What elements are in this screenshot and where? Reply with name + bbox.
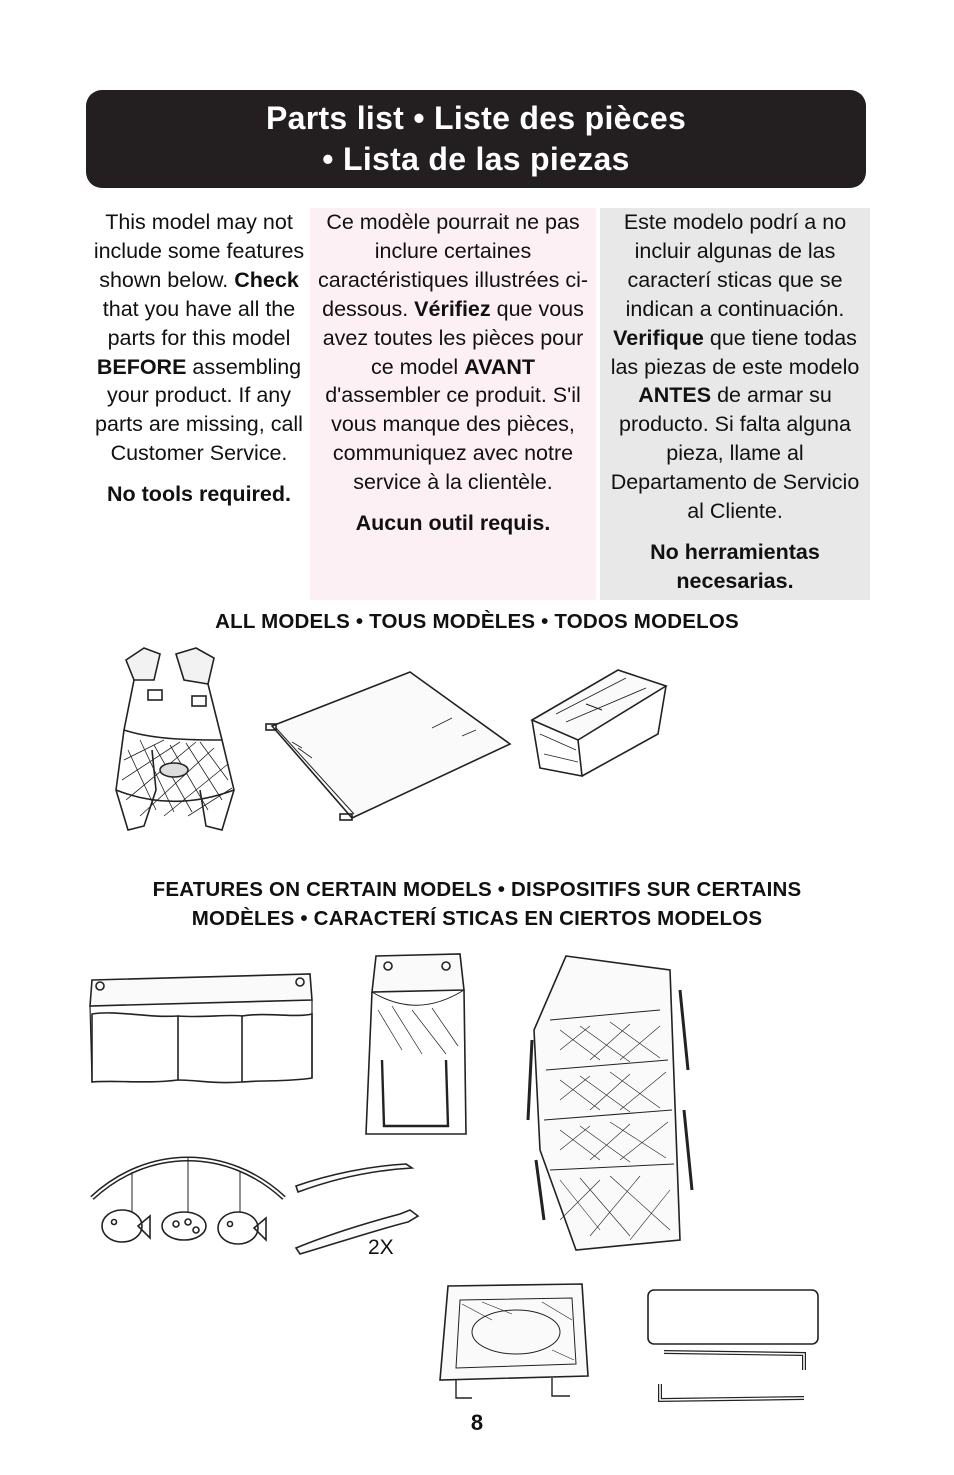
intro-en-p3: assembling your product. If any parts are missing, call Customer Service.	[95, 354, 303, 466]
intro-es-b2: ANTES	[638, 383, 712, 408]
intro-fr-b2: AVANT	[464, 354, 536, 379]
intro-fr-p2: que vous avez toutes les pièces pour ce model	[322, 296, 584, 379]
no-tools-english: No tools required.	[107, 482, 291, 507]
intro-english-text	[92, 208, 306, 468]
no-tools-spanish: No herramientas necesarias.	[650, 539, 820, 593]
intro-en-b2: BEFORE	[96, 354, 187, 379]
intro-spanish-text	[604, 208, 866, 526]
title-line-2: • Lista de las piezas	[322, 141, 630, 177]
intro-en-p2: that you have all the parts for this model	[102, 296, 296, 350]
mattress-pad-illustration	[262, 668, 514, 824]
organizer-illustration	[86, 970, 318, 1090]
carry-bag-illustration	[526, 664, 670, 780]
no-tools-french: Aucun outil requis.	[355, 511, 551, 536]
storage-bag-illustration	[362, 950, 472, 1140]
title-banner	[86, 90, 866, 188]
mobile-illustration	[88, 1150, 288, 1256]
intro-french	[310, 208, 596, 600]
features-heading-line-2: MODÈLES • CARACTERÍ STICAS EN CIERTOS MODELOS	[191, 907, 763, 930]
title-line-1: Parts list • Liste des pièces	[265, 100, 687, 136]
intro-es-p1: Este modelo podrí a no incluir algunas de las caracterí sticas que se indican a continuación.	[623, 210, 847, 321]
intro-columns	[88, 208, 870, 600]
playard-frame-illustration	[104, 640, 244, 840]
intro-en-b1: Check	[234, 267, 299, 292]
page-number: 8	[470, 1410, 484, 1435]
intro-english	[88, 208, 310, 600]
intro-en-p1: This model may not include some features shown below.	[93, 210, 305, 292]
intro-fr-p1: Ce modèle pourrait ne pas inclure certaines caractéristiques illustrées ci-dessous.	[317, 210, 589, 321]
features-heading-line-1: FEATURES ON CERTAIN MODELS • DISPOSITIFS SUR CERTAINS	[152, 878, 802, 901]
intro-es-b1: Verifique	[613, 325, 704, 350]
changer-illustration	[432, 1280, 592, 1404]
intro-french-text	[314, 208, 592, 497]
quantity-2x-label: 2X	[368, 1236, 394, 1259]
intro-es-p3: de armar su producto. Si falta alguna pieza, llame al Departamento de Servicio al Cliente.	[610, 383, 860, 524]
bassinet-illustration	[520, 950, 700, 1260]
mobile-arm-illustration	[290, 1150, 420, 1256]
intro-fr-p3: d'assembler ce produit. S'il vous manque des pièces, communiquez avec notre service à la clientèle.	[325, 383, 581, 495]
changer-tube-illustration	[646, 1288, 822, 1408]
all-models-heading: ALL MODELS • TOUS MODÈLES • TODOS MODELOS	[215, 610, 739, 633]
intro-spanish	[600, 208, 870, 600]
features-heading	[60, 875, 894, 933]
intro-es-p2: que tiene todas las piezas de este modelo	[610, 325, 860, 379]
intro-fr-b1: Vérifiez	[414, 296, 491, 321]
